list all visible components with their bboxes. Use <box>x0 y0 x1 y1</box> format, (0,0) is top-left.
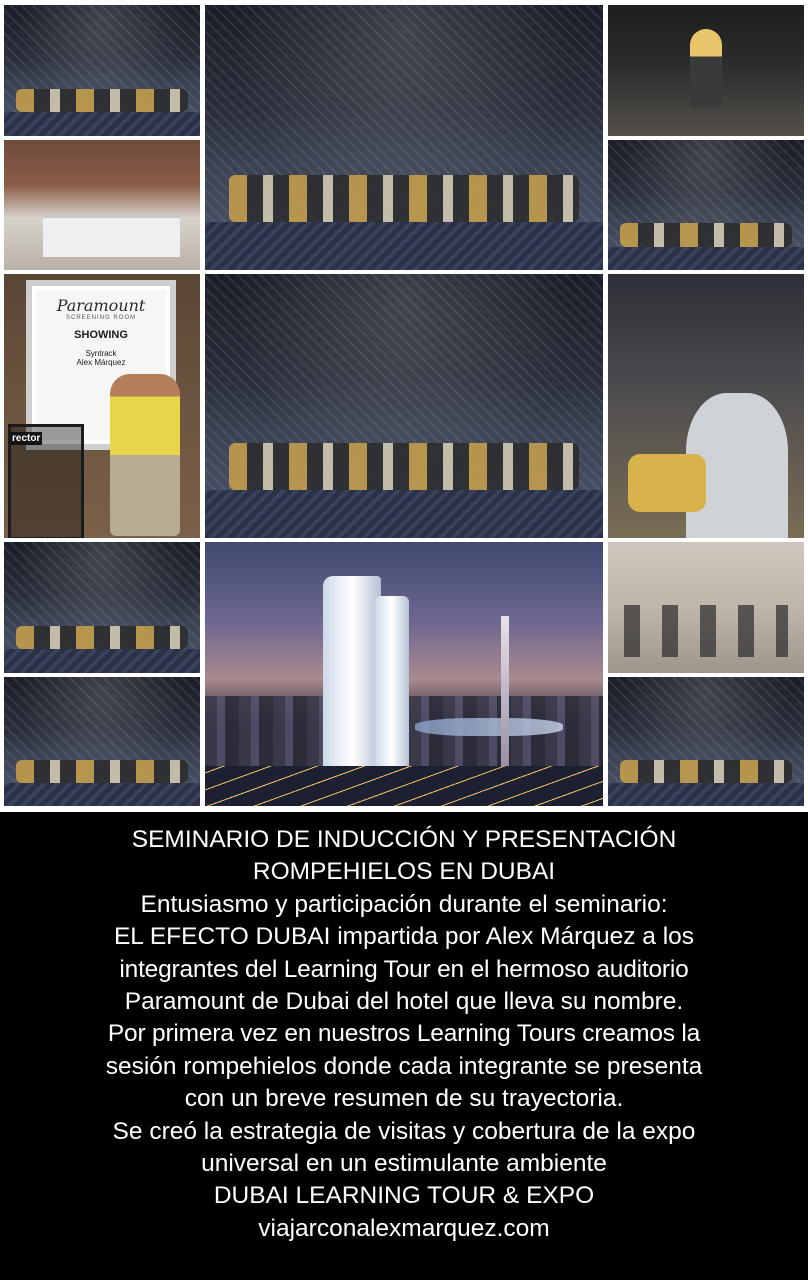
canal-water-shape <box>415 718 563 736</box>
caption-title-line-1: SEMINARIO DE INDUCCIÓN Y PRESENTACIÓN <box>131 826 677 853</box>
presenter-figure <box>110 374 180 536</box>
photo-attendees-closeup <box>608 274 804 538</box>
photo-dubai-skyline <box>205 542 603 806</box>
caption-line-3: Entusiasmo y participación durante el seminario: <box>140 890 668 918</box>
photo-lobby-bar <box>4 140 200 270</box>
city-roads-shape <box>205 766 603 806</box>
caption-line-7: Por primera vez en nuestros Learning Tours creamos la <box>107 1020 701 1048</box>
caption-line-5: integrantes del Learning Tour en el hermoso auditorio <box>119 955 689 983</box>
caption-line-4: EL EFECTO DUBAI impartida por Alex Márquez a los <box>113 923 695 951</box>
caption-website: viajarconalexmarquez.com <box>258 1214 550 1242</box>
photo-attendees-seated <box>608 140 804 270</box>
photo-group-hallway <box>608 542 804 673</box>
caption-line-11: universal en un estimulante ambiente <box>201 1150 607 1178</box>
photo-attendees-lounge <box>4 542 200 673</box>
sign-brand-sub: SCREENING ROOM <box>65 315 136 321</box>
second-tower-shape <box>375 596 409 766</box>
caption-line-8: sesión rompehielos donde cada integrante se presenta <box>105 1052 703 1080</box>
caption-line-12: DUBAI LEARNING TOUR & EXPO <box>213 1182 595 1210</box>
photo-paramount-sign <box>4 274 200 538</box>
caption-title-line-2: ROMPEHIELOS EN DUBAI <box>252 858 556 886</box>
paramount-tower-shape <box>323 576 381 766</box>
caption-line-9: con un breve resumen de su trayectoria. <box>184 1085 624 1113</box>
caption-line-6: Paramount de Dubai del hotel que lleva su nombre. <box>124 988 684 1016</box>
sign-line-2: Alex Márquez <box>76 358 126 367</box>
photo-auditorium-wide <box>205 274 603 538</box>
photo-speaker-standing <box>608 5 804 136</box>
burj-khalifa-shape <box>501 616 509 766</box>
sign-line-1: Syntrack <box>85 349 117 358</box>
photo-audience-main <box>205 5 603 270</box>
sign-showing-label: SHOWING <box>74 329 128 341</box>
sign-brand: Paramount <box>56 296 146 315</box>
caption-panel <box>0 812 808 1280</box>
caption-line-10: Se creó la estrategia de visitas y cobertura de la expo <box>112 1117 696 1145</box>
photo-auditorium-seats <box>4 5 200 136</box>
photo-auditorium-rear <box>608 677 804 806</box>
director-chair-tag: rector <box>12 433 41 444</box>
photo-empty-auditorium <box>4 677 200 806</box>
